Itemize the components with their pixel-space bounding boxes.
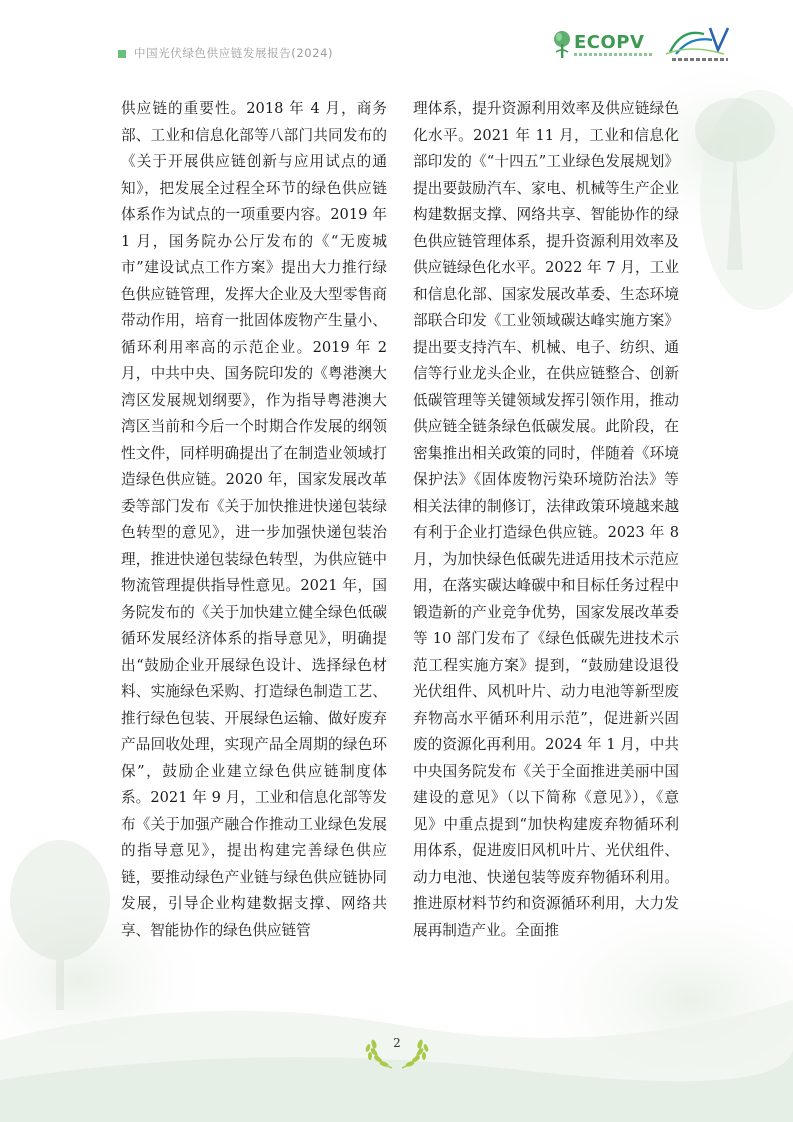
organization-emblem-icon xyxy=(660,24,732,58)
ecopv-logo xyxy=(552,28,652,68)
page-number: 2 xyxy=(393,1036,401,1050)
secondary-logo-caption xyxy=(672,58,728,61)
report-title: 中国光伏绿色供应链发展报告(2024) xyxy=(134,46,334,60)
secondary-logo xyxy=(660,24,732,68)
right-column-paragraph: 理体系，提升资源利用效率及供应链绿色化水平。2021 年 11 月，工业和信息化部印发的《“十四五”工业绿色发展规划》提出要鼓励汽车、家电、机械等生产企业构建数据支撑、网络共享、智能协作的绿色供应链管理体系，提升资源利用效率及供应链绿色化水平。2022 年 7 月，工业和信息化部、国家发展改革委、生态环境部联合印发《工业领域碳达峰实施方案》提出要支持汽车、机械、电子、纺织、通信等行业龙头企业，在供应链整合、创新低碳管理等关键领域发挥引领作用，推动供应链全链条绿色低碳发展。此阶段，在密集推出相关政策的同时，伴随着《环境保护法》《固体废物污染环境防治法》等相关法律的制修订，法律政策环境越来越有利于企业打造绿色供应链。2023 年 8 月，为加快绿色低碳先进适用技术示范应用，在落实碳达峰碳中和目标任务过程中锻造新的产业竞争优势，国家发展改革委等 10 部门发布了《绿色低碳先进技术示范工程实施方案》提到，“鼓励建设退役光伏组件、风机叶片、动力电池等新型废弃物高水平循环利用示范”，促进新兴固废的资源化再利用。2024 年 1 月，中共中央国务院发布《关于全面推进美丽中国建设的意见》（以下简称《意见》），《意见》中重点提到“加快构建废弃物循环利用体系，促进废旧风机叶片、光伏组件、动力电池、快递包装等废弃物循环利用。推进原材料节约和资源循环利用，大力发展再制造产业。全面推 xyxy=(413,100,679,939)
logo-text: ECOPV xyxy=(574,32,645,53)
header-marker xyxy=(118,50,126,58)
logo-subtitle xyxy=(574,53,652,56)
tree-leaf-icon xyxy=(552,30,572,60)
left-column-paragraph: 供应链的重要性。2018 年 4 月，商务部、工业和信息化部等八部门共同发布的《关于开展供应链创新与应用试点的通知》，把发展全过程全环节的绿色供应链体系作为试点的一项重要内容。2019 年 1 月，国务院办公厅发布的《“无废城市”建设试点工作方案》提出大力推行绿色供应链管理，发挥大企业及大型零售商带动作用，培育一批固体废物产生量小、循环利用率高的示范企业。2019 年 2 月，中共中央、国务院印发的《粤港澳大湾区发展规划纲要》，作为指导粤港澳大湾区当前和今后一个时期合作发展的纲领性文件，同样明确提出了在制造业领域打造绿色供应链。2020 年，国家发展改革委等部门发布《关于加快推进快递包装绿色转型的意见》，进一步加强快递包装治理，推进快递包装绿色转型，为供应链中物流管理提供指导性意见。2021 年，国务院发布的《关于加快建立健全绿色低碳循环发展经济体系的指导意见》，明确提出“鼓励企业开展绿色设计、选择绿色材料、实施绿色采购、打造绿色制造工艺、推行绿色包装、开展绿色运输、做好废弃产品回收处理，实现产品全周期的绿色环保”，鼓励企业建立绿色供应链制度体系。2021 年 9 月，工业和信息化部等发布《关于加强产融合作推动工业绿色发展的指导意见》，提出构建完善绿色供应链，要推动绿色产业链与绿色供应链协同发展，引导企业构建数据支撑、网络共享、智能协作的绿色供应链管 xyxy=(121,100,387,939)
left-text-column xyxy=(121,96,387,944)
right-text-column xyxy=(413,96,679,944)
